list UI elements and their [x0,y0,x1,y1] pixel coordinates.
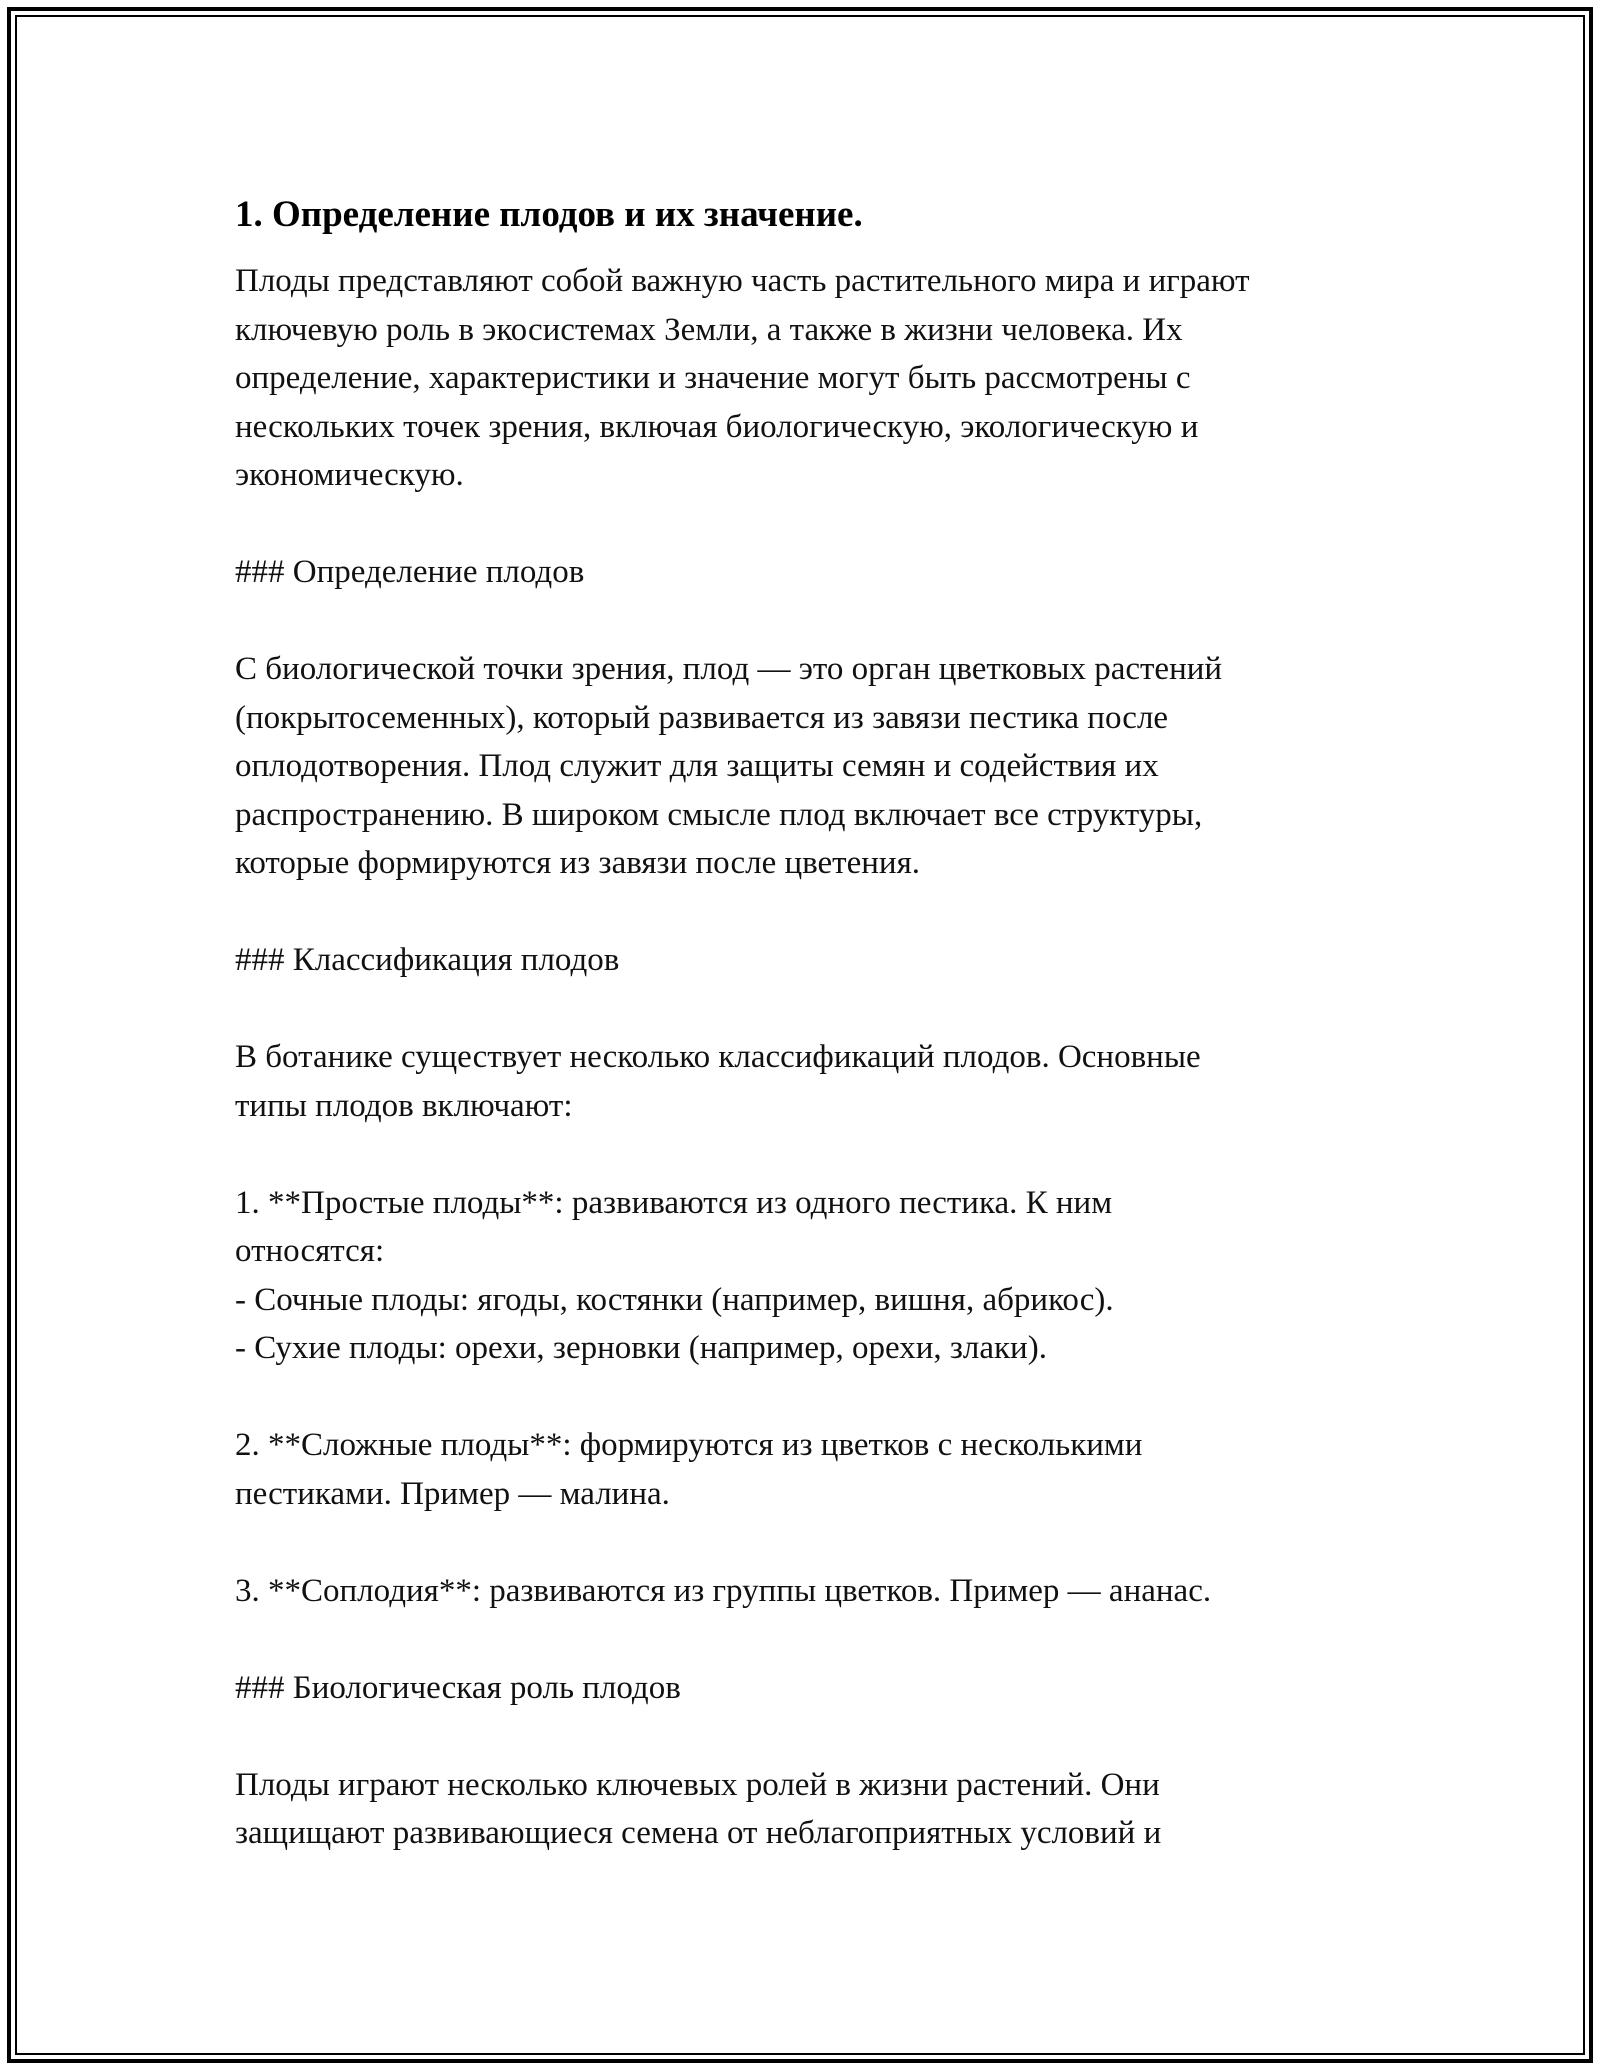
biological-role-paragraph: Плоды играют несколько ключевых ролей в жизни растений. Они защищают развивающиеся семена от неблагоприятных условий и [235,1766,1162,1851]
intro-paragraph: Плоды представляют собой важную часть растительного мира и играют ключевую роль в экосистемах Земли, а также в жизни человека. Их определение, характеристики и значение могут быть рассмотрены с нескольких точек зрения, включая биологическую, экологическую и экономическую. [235,263,1250,493]
definition-paragraph: С биологической точки зрения, плод — это орган цветковых растений (покрытосеменных), который развивается из завязи пестика после оплодотворения. Плод служит для защиты семян и содействия их распространению. В широком смысле плод включает все структуры, которые формируются из завязи после цветения. [235,651,1223,881]
section-heading-definition: ### Определение плодов [235,554,585,590]
document-body [235,186,1385,1858]
classification-intro-paragraph: В ботанике существует несколько классификаций плодов. Основные типы плодов включают: [235,1039,1201,1124]
list-item-compound-fruits: 2. **Сложные плоды**: формируются из цветков с несколькими пестиками. Пример — малина. [235,1427,1143,1512]
document-title: 1. Определение плодов и их значение. [235,194,863,235]
list-item-infructescence: 3. **Соплодия**: развиваются из группы цветков. Пример — ананас. [235,1572,1212,1609]
list-item-simple-fruits: 1. **Простые плоды**: развиваются из одного пестика. К ним относятся: - Сочные плоды: ягоды, костянки (например, вишня, абрикос). - Сухие плоды: орехи, зерновки (например, орехи, злаки). [235,1184,1114,1366]
section-heading-biological-role: ### Биологическая роль плодов [235,1669,681,1706]
section-heading-classification: ### Классификация плодов [235,942,620,978]
